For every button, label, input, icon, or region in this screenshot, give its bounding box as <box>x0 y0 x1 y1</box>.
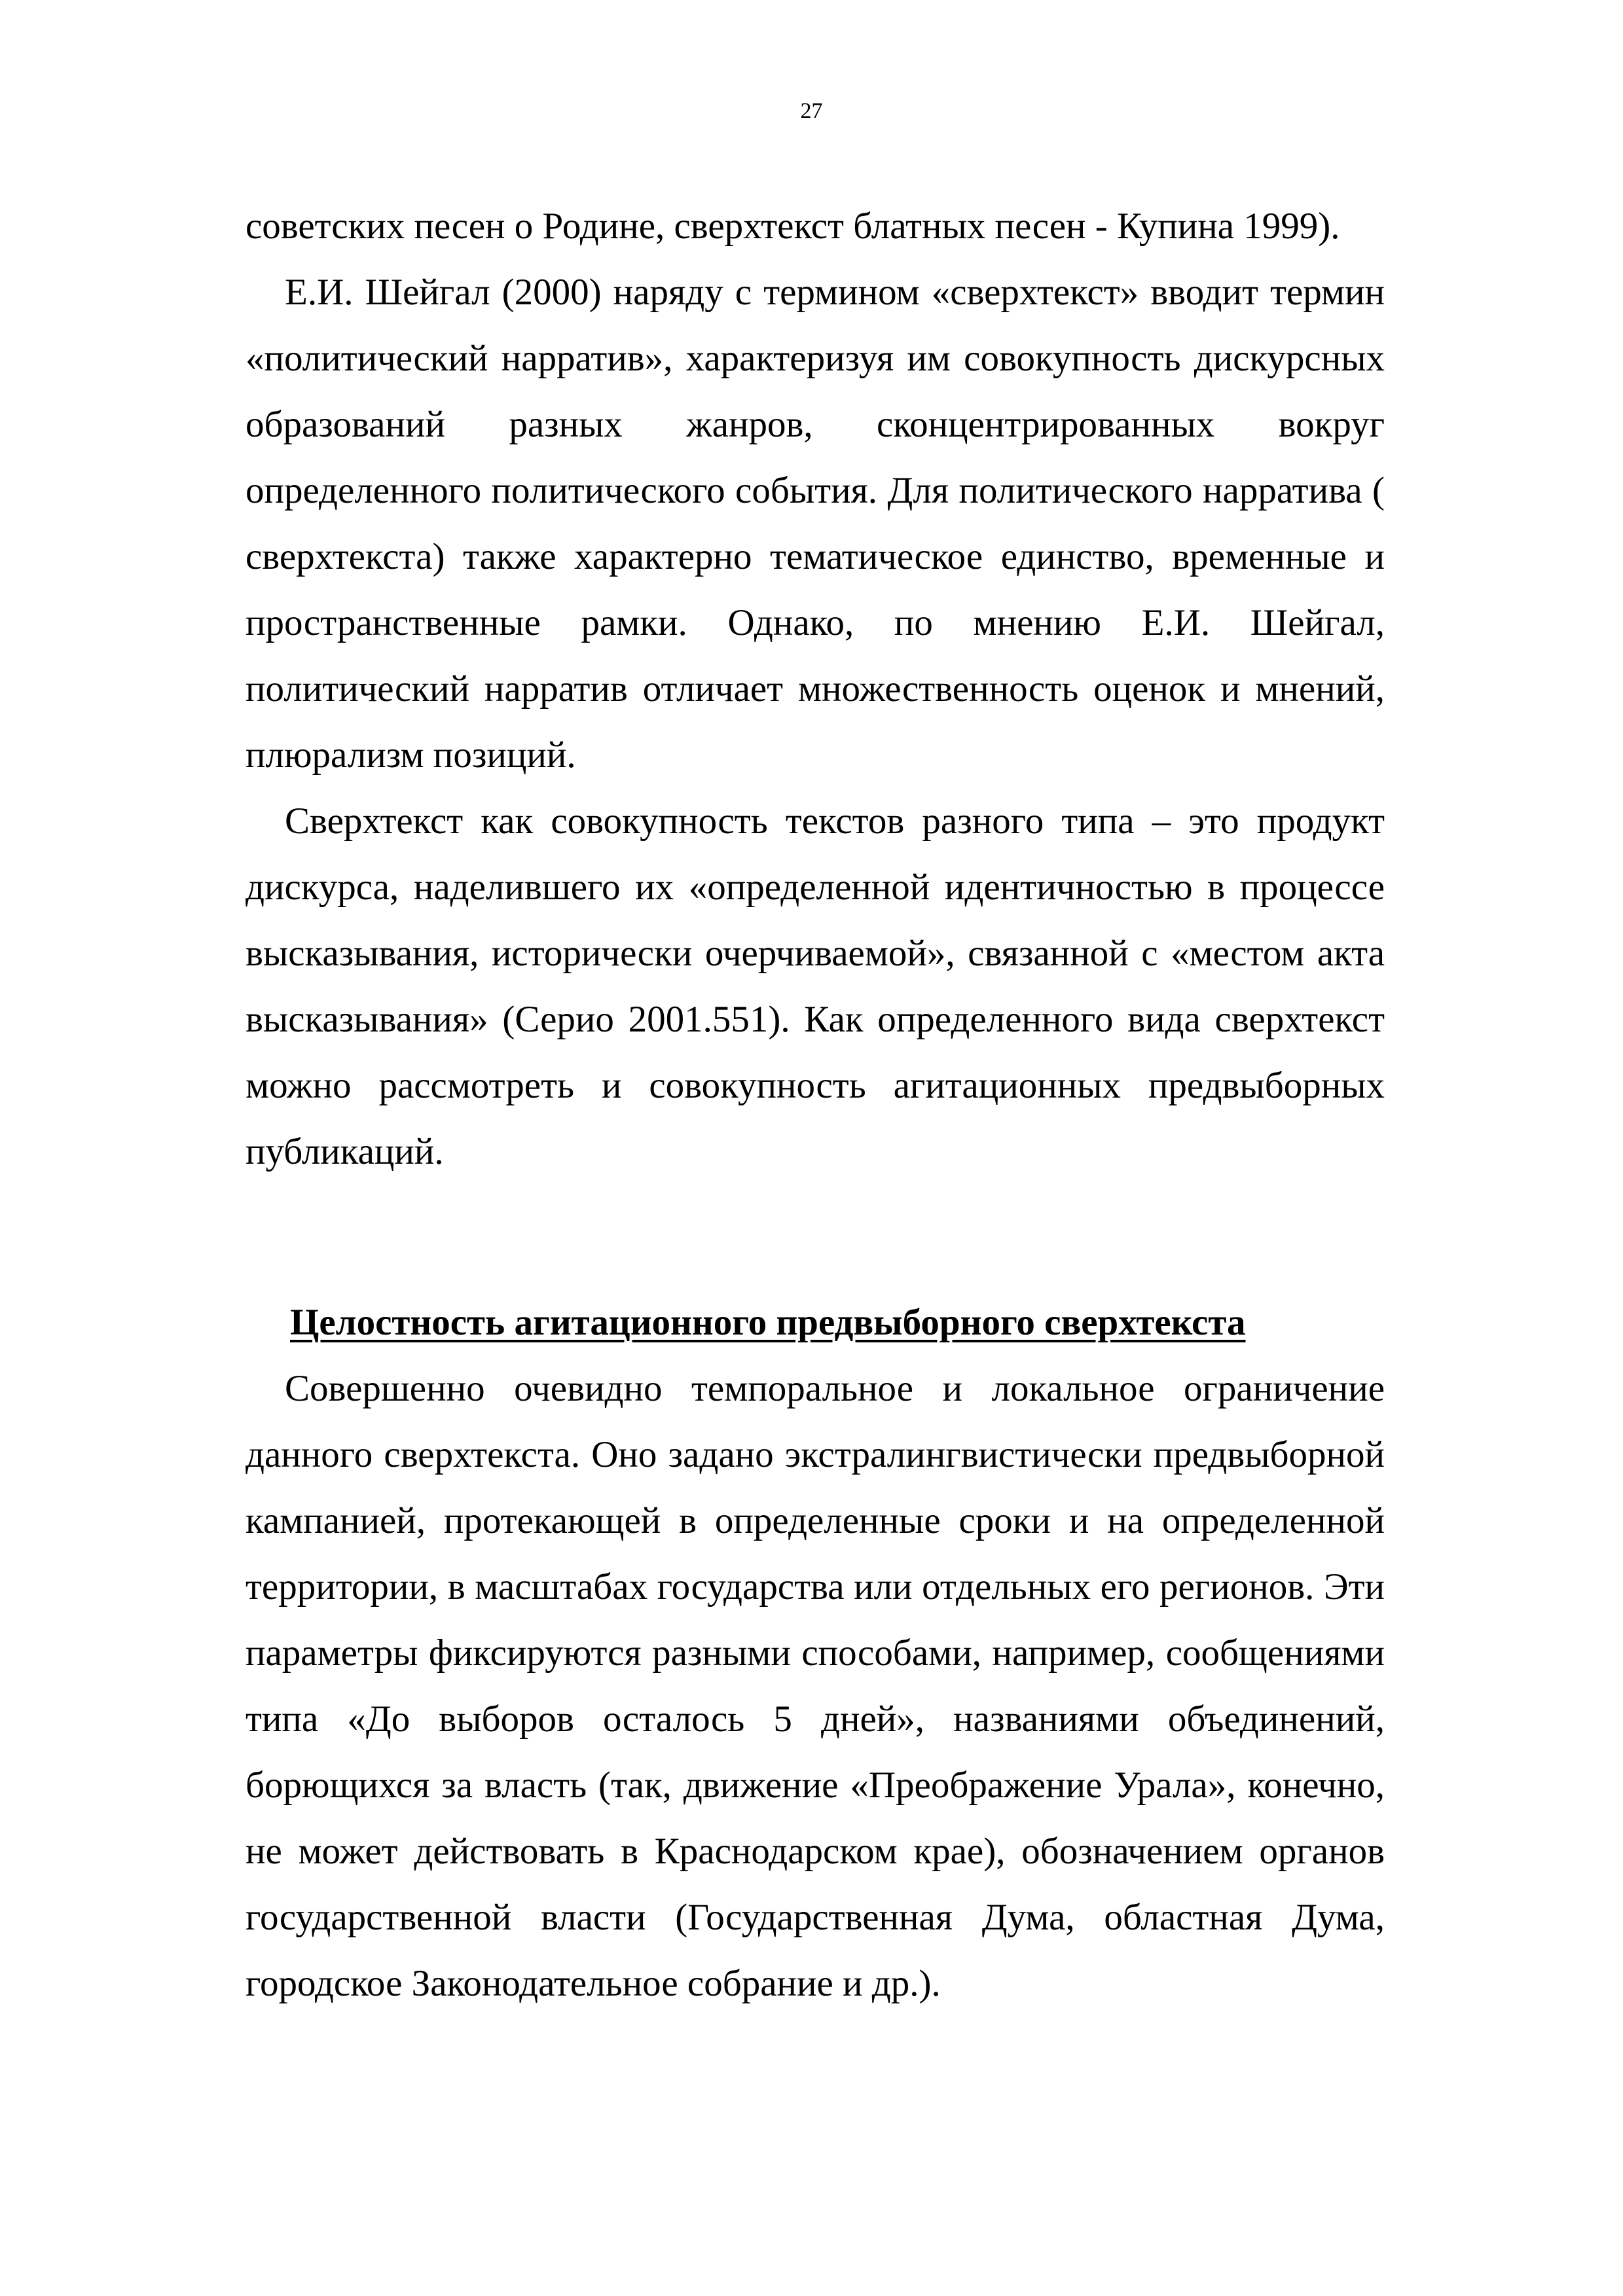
paragraph-sheigal: Е.И. Шейгал (2000) наряду с термином «сверхтекст» вводит термин «политический нарратив», характеризуя им совокупность дискурсных образований разных жанров, сконцентрированных вокруг определенного политического события. Для политического нарратива ( сверхтекста) также характерно тематическое единство, временные и пространственные рамки. Однако, по мнению Е.И. Шейгал, политический нарратив отличает множественность оценок и мнений, плюрализм позиций. <box>246 272 1385 776</box>
paragraph-section-body: Совершенно очевидно темпоральное и локальное ограничение данного сверхтекста. Оно задано экстралингвистически предвыборной кампанией, протекающей в определенные сроки и на определенной территории, в масштабах государства или отдельных его регионов. Эти параметры фиксируются разными способами, например, сообщениями типа «До выборов осталось 5 дней», названиями объединений, борющихся за власть (так, движение «Преображение Урала», конечно, не может действовать в Краснодарском крае), обозначением органов государственной власти (Государственная Дума, областная Дума, городское Законодательное собрание и др.). <box>246 1368 1385 2004</box>
page-number: 27 <box>800 99 823 123</box>
page-body <box>246 193 1385 2017</box>
paragraph-supertext-definition: Сверхтекст как совокупность текстов разного типа – это продукт дискурса, наделившего их «определенной идентичностью в процессе высказывания, исторически очерчиваемой», связанной с «местом акта высказывания» (Серио 2001.551). Как определенного вида сверхтекст можно рассмотреть и совокупность агитационных предвыборных публикаций. <box>246 800 1385 1172</box>
paragraph-continuation: советских песен о Родине, сверхтекст блатных песен - Купина 1999). <box>246 206 1340 247</box>
section-heading: Целостность агитационного предвыборного сверхтекста <box>290 1302 1246 1343</box>
